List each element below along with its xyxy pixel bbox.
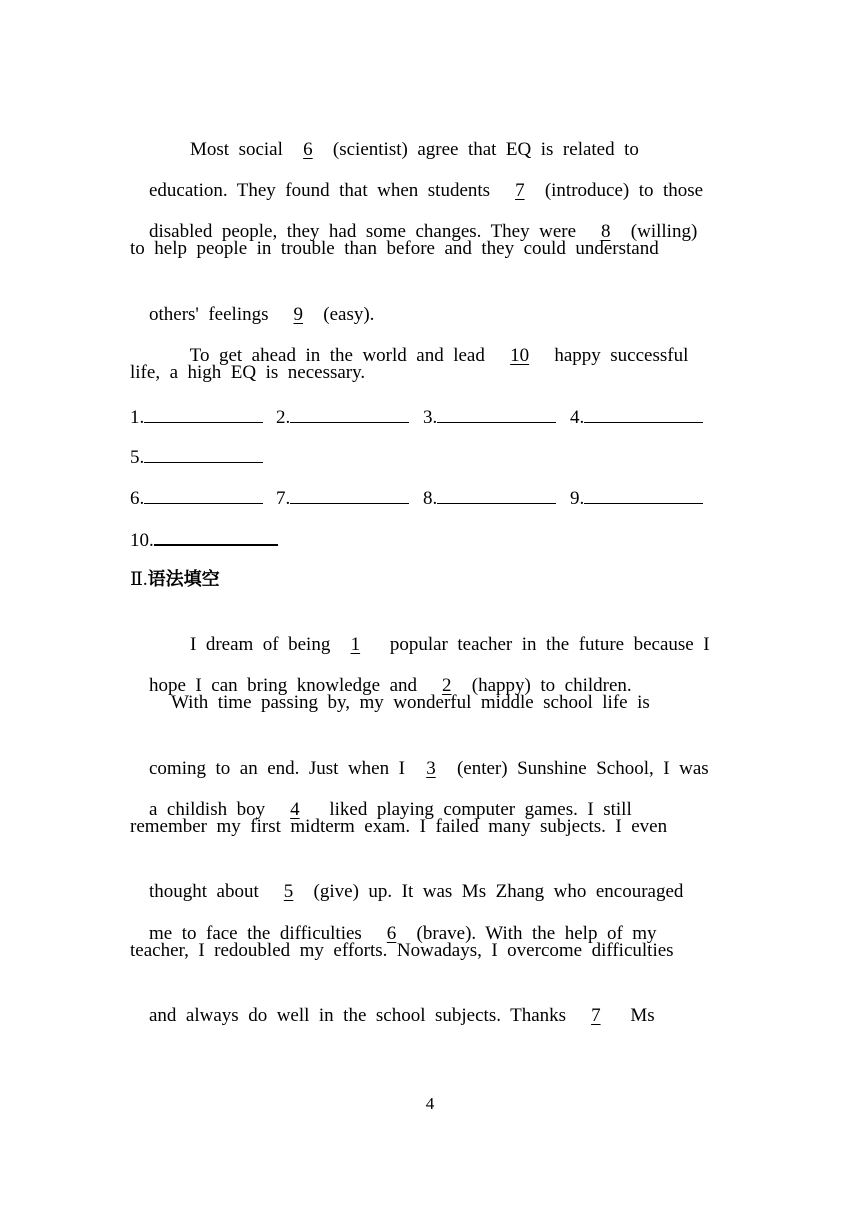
passage2-line: teacher, I redoubled my efforts. Nowadays, I overcome difficulties — [130, 940, 674, 961]
passage2-line: With time passing by, my wonderful middle school life is — [171, 692, 650, 713]
passage2-line: coming to an end. Just when I 3 (enter) Sunshine School, I was — [149, 758, 709, 779]
passage1-line: others' feelings 9 (easy). — [149, 304, 375, 325]
page-number: 4 — [425, 1094, 435, 1113]
passage2-line: remember my first midterm exam. I failed many subjects. I even — [130, 816, 668, 837]
answer-line — [584, 404, 703, 423]
answer-slot-5: 5. — [130, 444, 263, 470]
answer-line — [437, 404, 556, 423]
blank-5: 5 — [283, 881, 294, 902]
passage2-line: a childish boy 4 liked playing computer games. I still — [149, 799, 632, 820]
answer-slot-3: 3. — [423, 404, 556, 430]
blank-8: 8 — [601, 221, 611, 242]
passage1-line: Most social 6 (scientist) agree that EQ is related to — [190, 139, 639, 160]
blank-1: 1 — [350, 634, 361, 655]
answer-line — [290, 404, 409, 423]
answer-line — [144, 444, 263, 463]
answer-slot-2: 2. — [276, 404, 409, 430]
answer-slot-10: 10. — [130, 526, 278, 553]
answer-line — [144, 404, 263, 423]
answer-line — [290, 485, 409, 504]
answer-slot-9: 9. — [570, 485, 703, 511]
answer-line — [437, 485, 556, 504]
passage1-line: To get ahead in the world and lead 10 happy successful — [189, 345, 689, 366]
answer-line — [154, 526, 278, 546]
passage1-line: disabled people, they had some changes. They were 8 (willing) — [149, 221, 698, 242]
passage2-line: thought about 5 (give) up. It was Ms Zhang who encouraged — [149, 881, 684, 902]
blank-7: 7 — [515, 180, 525, 201]
passage2-line: and always do well in the school subjects. Thanks 7 Ms — [149, 1005, 655, 1026]
answer-slot-7: 7. — [276, 485, 409, 511]
passage1-line: life, a high EQ is necessary. — [130, 362, 366, 383]
answer-slot-1: 1. — [130, 404, 263, 430]
passage2-line: hope I can bring knowledge and 2 (happy) to children. — [149, 675, 632, 696]
section-heading: Ⅱ.语法填空 — [130, 569, 220, 590]
blank-7: 7 — [591, 1005, 601, 1026]
blank-2: 2 — [442, 675, 452, 696]
blank-6: 6 — [386, 923, 397, 944]
blank-4: 4 — [290, 799, 300, 820]
blank-3: 3 — [426, 758, 436, 779]
blank-9: 9 — [293, 304, 304, 325]
passage1-line: to help people in trouble than before and they could understand — [130, 238, 659, 259]
answer-slot-4: 4. — [570, 404, 703, 430]
blank-10: 10 — [510, 345, 530, 366]
answer-line — [584, 485, 703, 504]
answer-line — [144, 485, 263, 504]
passage2-line: I dream of being 1 popular teacher in the future because I — [190, 634, 710, 655]
blank-6: 6 — [303, 139, 313, 160]
answer-slot-8: 8. — [423, 485, 556, 511]
answer-slot-6: 6. — [130, 485, 263, 511]
passage1-line: education. They found that when students 7 (introduce) to those — [149, 180, 704, 201]
passage2-line: me to face the difficulties 6 (brave). With the help of my — [149, 923, 657, 944]
